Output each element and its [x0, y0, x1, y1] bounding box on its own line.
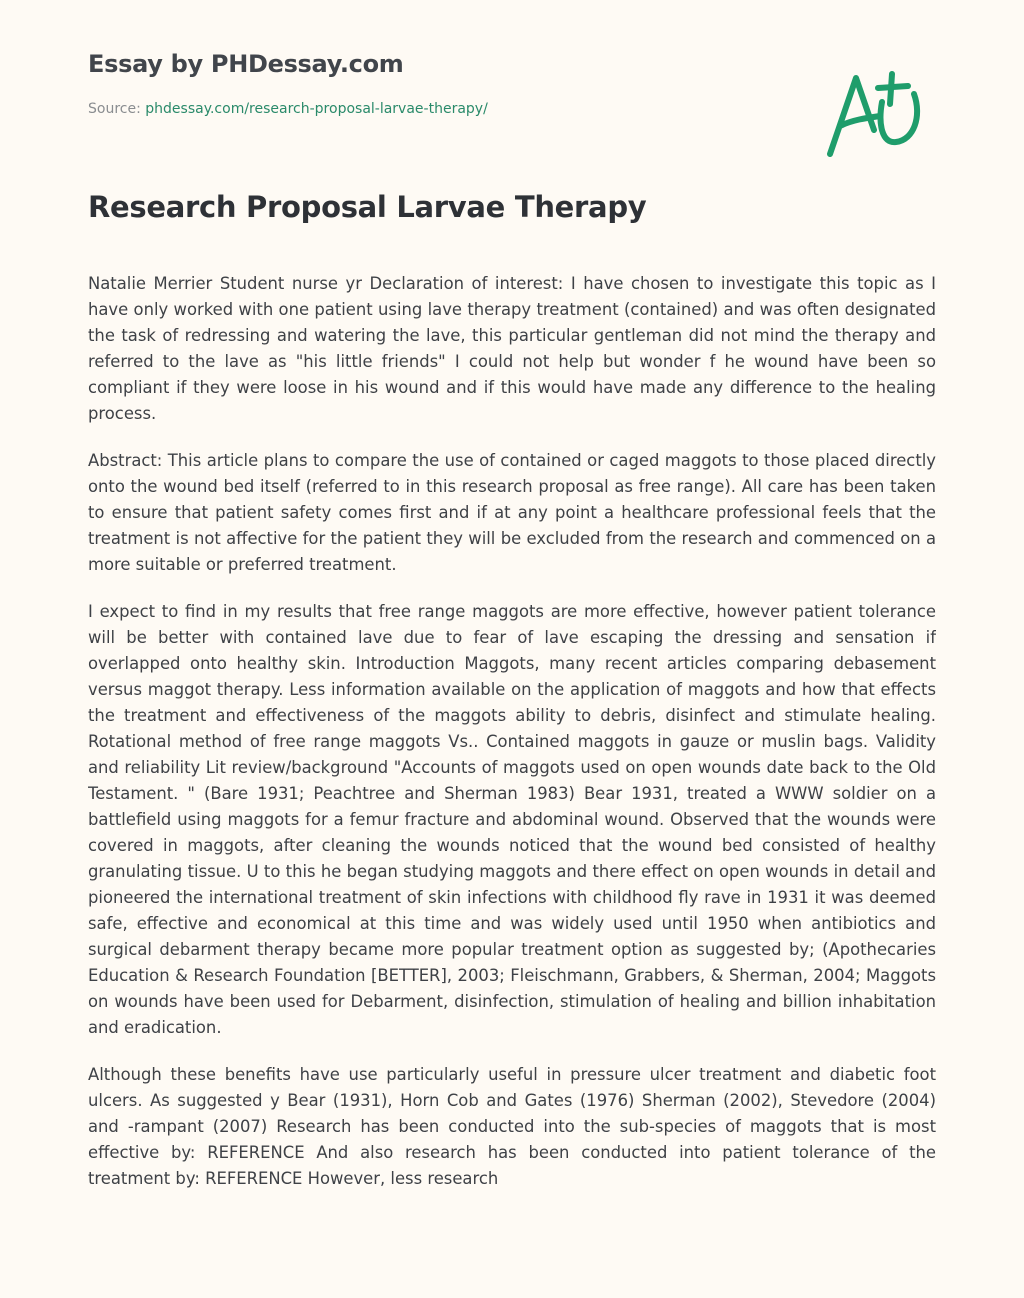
paragraph: Natalie Merrier Student nurse yr Declaration of interest: I have chosen to investigate this topic as I have only worked with one patient using lave therapy treatment (contained) and was often designated the task of redressing and watering the lave, this particular gentleman did not mind the therapy and referred to the lave as "his little friends" I could not help but wonder f he wound have been so compliant if they were loose in his wound and if this would have made any difference to the healing process. [88, 274, 936, 423]
article-title: Research Proposal Larvae Therapy [88, 190, 647, 224]
article-body [88, 271, 936, 1298]
source-line [88, 101, 488, 117]
paragraph: I expect to find in my results that free range maggots are more effective, however patient tolerance will be better with contained lave due to fear of lave escaping the dressing and sensation if overlapped onto healthy skin. Introduction Maggots, many recent articles comparing debasement versus maggot therapy. Less information available on the application of maggots and how that effects the treatment and effectiveness of the maggots ability to debris, disinfect and stimulate healing. Rotational method of free range maggots Vs.. Contained maggots in gauze or muslin bags. Validity and reliability Lit review/background "Accounts of maggots used on open wounds date back to the Old Testament. " (Bare 1931; Peachtree and Sherman 1983) Bear 1931, treated a WWW soldier on a battlefield using maggots for a femur fracture and abdominal wound. Observed that the wounds were covered in maggots, after cleaning the wounds noticed that the wound bed consisted of healthy granulating tissue. U to this he began studying maggots and there effect on open wounds in detail and pioneered the international treatment of skin infections with childhood fly rave in 1931 it was deemed safe, effective and economical at this time and was widely used until 1950 when antibiotics and surgical debarment therapy became more popular treatment option as suggested by; (Apothecaries Education & Research Foundation [BETTER], 2003; Fleischmann, Grabbers, & Sherman, 2004; Maggots on wounds have been used for Debarment, disinfection, stimulation of healing and billion inhabitation and eradication. [88, 602, 936, 1037]
source-link[interactable]: phdessay.com/research-proposal-larvae-therapy/ [145, 101, 488, 117]
a-plus-logo-icon [822, 64, 932, 160]
paragraph: Although these benefits have use particularly useful in pressure ulcer treatment and diabetic foot ulcers. As suggested y Bear (1931), Horn Cob and Gates (1976) Sherman (2002), Stevedore (2004) and -rampant (2007) Research has been conducted into the sub-species of maggots that is most effective by: REFERENCE And also research has been conducted into patient tolerance of the treatment by: REFERENCE However, less research [88, 1065, 936, 1188]
site-title: Essay by PHDessay.com [88, 50, 404, 78]
source-label: Source: [88, 101, 141, 117]
paragraph: Abstract: This article plans to compare the use of contained or caged maggots to those placed directly onto the wound bed itself (referred to in this research proposal as free range). All care has been taken to ensure that patient safety comes first and if at any point a healthcare professional feels that the treatment is not affective for the patient they will be excluded from the research and commenced on a more suitable or preferred treatment. [88, 451, 936, 574]
